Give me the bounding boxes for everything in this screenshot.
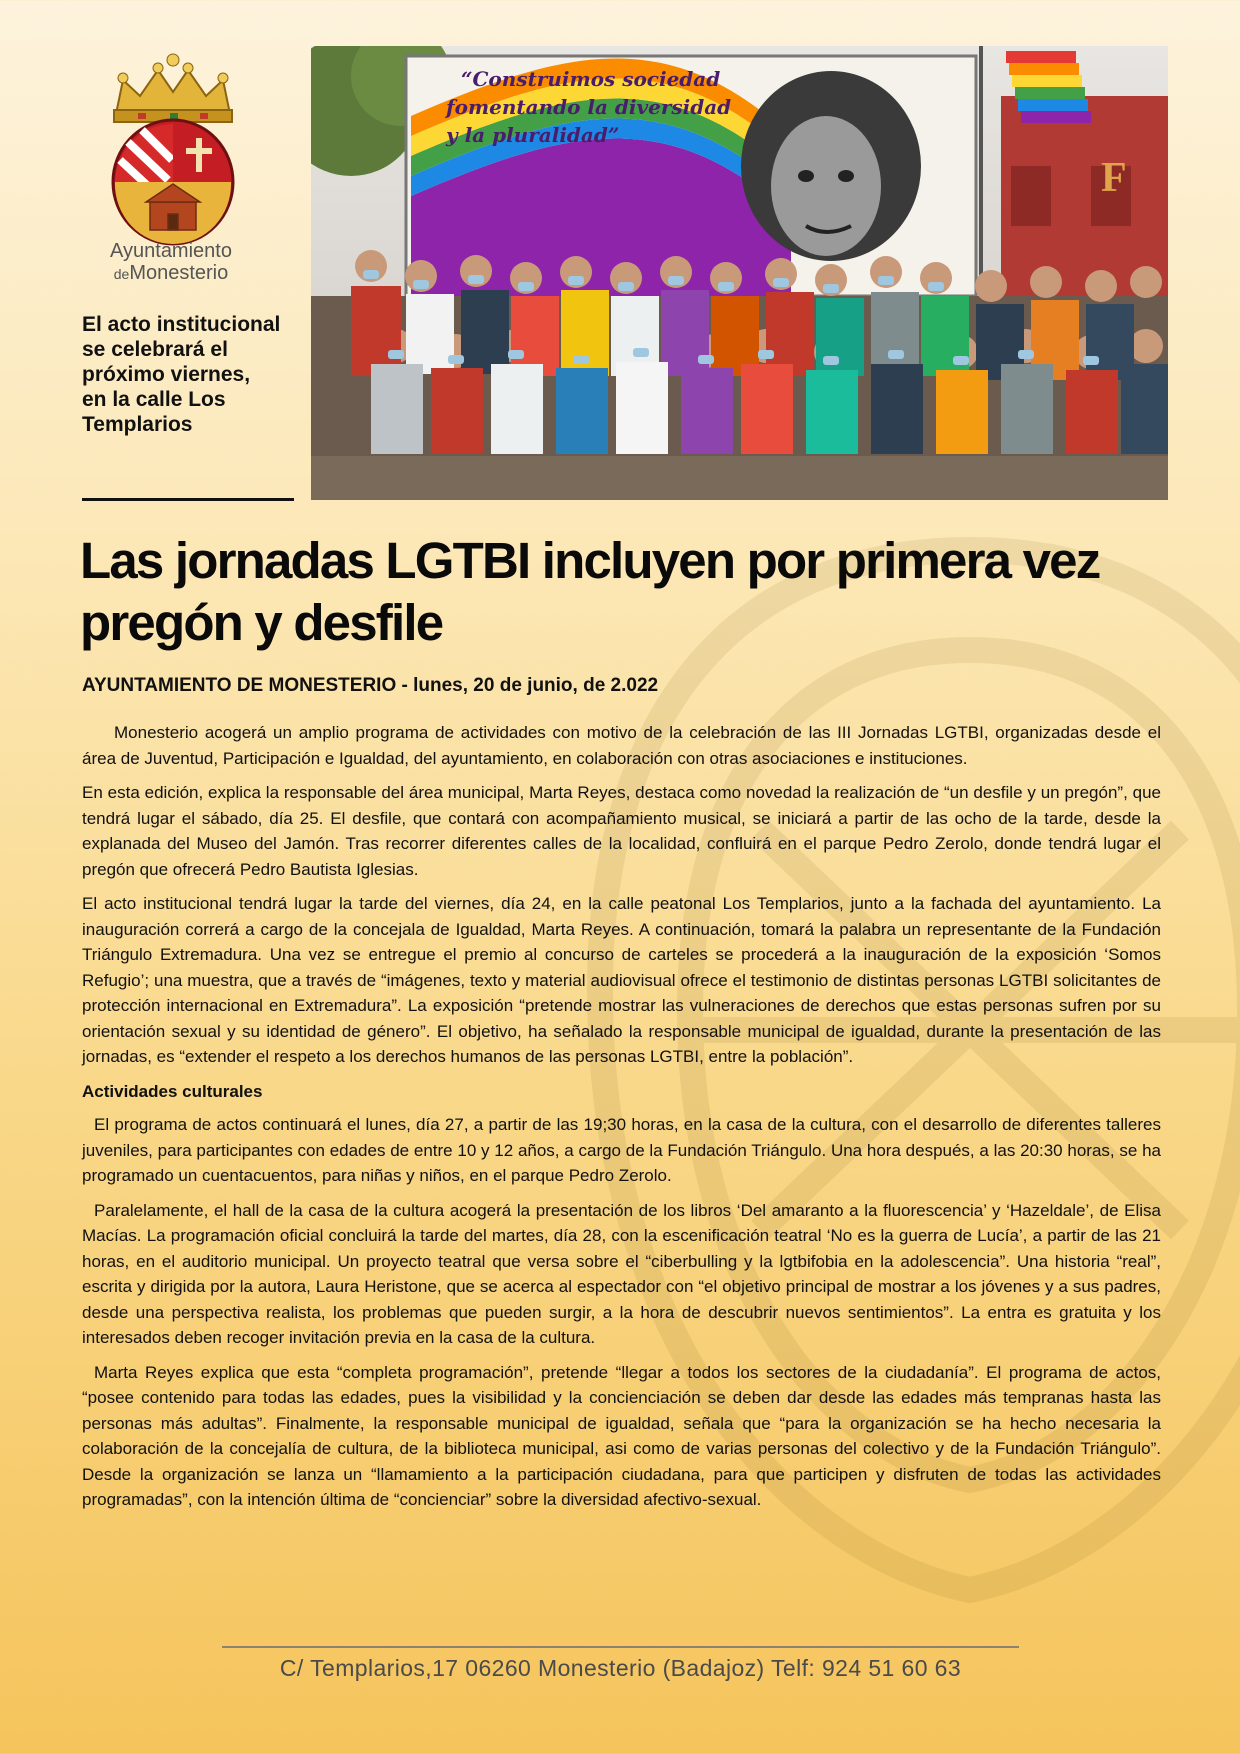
logo-line-1: Ayuntamiento xyxy=(110,240,232,262)
caption-divider xyxy=(82,498,294,501)
mural-text-line-2: fomentando la diversidad xyxy=(446,95,732,119)
footer-divider xyxy=(222,1646,1019,1648)
event-photo xyxy=(311,46,1168,500)
article-paragraph: Marta Reyes explica que esta “completa programación”, pretende “llegar a todos los sectores de la ciudadanía”. El programa de actos, “posee contenido para todas las edades, pues la visibilidad y la concienciación se deben dar desde las edades más tempranas hasta las personas más adultas”. Finalmente, la responsable municipal de igualdad, señala que “para la organización se ha hecho necesaria la colaboración de la concejalía de cultura, de la biblioteca municipal, asi como de varias personas del colectivo y de la Fundación Triángulo”. Desde la organización se lanza un “llamamiento a la participación ciudadana, para que participen y disfruten de todas las actividades programadas”, con la intención última de “concienciar” sobre la diversidad afectivo-sexual. xyxy=(82,1362,1161,1509)
sidebar-caption: El acto institucional se celebrará el próximo viernes, en la calle Los Templarios xyxy=(82,313,281,436)
logo-line-2 xyxy=(86,262,256,285)
logo-line-2-small: de xyxy=(113,266,130,282)
article-paragraph: El programa de actos continuará el lunes, día 27, a partir de las 19;30 horas, en la casa de la cultura, con el desarrollo de diferentes talleres juveniles, para participantes con edades de entre 10 y 12 años, a cargo de la Fundación Triángulo. Una hora después, a las 20:30 horas, se ha programado un cuentacuentos, para niñas y niños, en el parque Pedro Zerolo. xyxy=(82,1115,1161,1185)
logo-caption xyxy=(86,240,256,285)
article-headline: Las jornadas LGTBI incluyen por primera vez pregón y desfile xyxy=(80,532,1100,651)
article-byline: AYUNTAMIENTO DE MONESTERIO - lunes, 20 de junio, de 2.022 xyxy=(82,675,659,696)
logo-line-2-main: Monesterio xyxy=(129,262,229,284)
event-photo-illustration xyxy=(311,46,1168,500)
mural-text-line-1: “Construimos sociedad xyxy=(461,67,721,91)
mural-text-line-3: y la pluralidad” xyxy=(446,123,620,147)
article-paragraph: En esta edición, explica la responsable del área municipal, Marta Reyes, destaca como novedad la realización de “un desfile y un pregón”, que tendrá lugar el sábado, día 25. El desfile, que contará con acompañamiento musical, se iniciará a partir de las ocho de la tarde, desde la explanada del Museo del Jamón. Tras recorrer diferentes calles de la localidad, confluirá en el parque Pedro Zerolo, donde tendrá lugar el pregón que ofrecerá Pedro Bautista Iglesias. xyxy=(82,783,1161,879)
footer-address: C/ Templarios,17 06260 Monesterio (Badajoz) Telf: 924 51 60 63 xyxy=(279,1655,962,1681)
article-paragraph: Monesterio acogerá un amplio programa de actividades con motivo de la celebración de las III Jornadas LGTBI, organizadas desde el área de Juventud, Participación e Igualdad, del ayuntamiento, en colaboración con otras asociaciones e instituciones. xyxy=(82,723,1161,768)
article-paragraph: Paralelamente, el hall de la casa de la cultura acogerá la presentación de los libros ‘Del amaranto a la fluorescencia’ y ‘Hazeldale’, de Elisa Macías. La programación oficial concluirá la tarde del martes, día 28, con la escenificación teatral ‘No es la guerra de Lucía’, a partir de las 21 horas, en el auditorio municipal. Un proyecto teatral que versa sobre el “ciberbulling y la lgtbifobia en la adolescencia”. Una historia “real”, escrita y dirigida por la autora, Laura Heristone, que se acerca al espectador con “el objetivo principal de mostrar a los jóvenes y a sus padres, desde una perspectiva realista, los problemas que pueden surgir, a la hora de descubrir nuevos sentimientos”. La entra es gratuita y los interesados deben recoger invitación previa en la casa de la cultura. xyxy=(82,1200,1161,1347)
section-subheading: Actividades culturales xyxy=(82,1081,263,1101)
article-paragraph: El acto institucional tendrá lugar la tarde del viernes, día 24, en la calle peatonal Los Templarios, junto a la fachada del ayuntamiento. La inauguración correrá a cargo de la concejala de Igualdad, Marta Reyes. A continuación, tomará la palabra un representante de la Fundación Triángulo Extremadura. Una vez se entregue el premio al concurso de carteles se procederá a la inauguración de la exposición ‘Somos Refugio’; una muestra, que a través de “imágenes, texto y material audiovisual ofrece el testimonio de distintas personas LGTBI solicitantes de protección internacional en Extremadura”. La exposición “pretende mostrar las vulneraciones de derechos que estas personas sufren por su orientación sexual y su identidad de género”. El objetivo, ha señalado la responsable municipal de igualdad, durante la presentación de las jornadas, es “extender el respeto a los derechos humanos de las personas LGTBI, entre la población”. xyxy=(82,894,1161,1066)
wall-letters: F xyxy=(1101,155,1127,201)
article-body xyxy=(82,720,1161,1522)
